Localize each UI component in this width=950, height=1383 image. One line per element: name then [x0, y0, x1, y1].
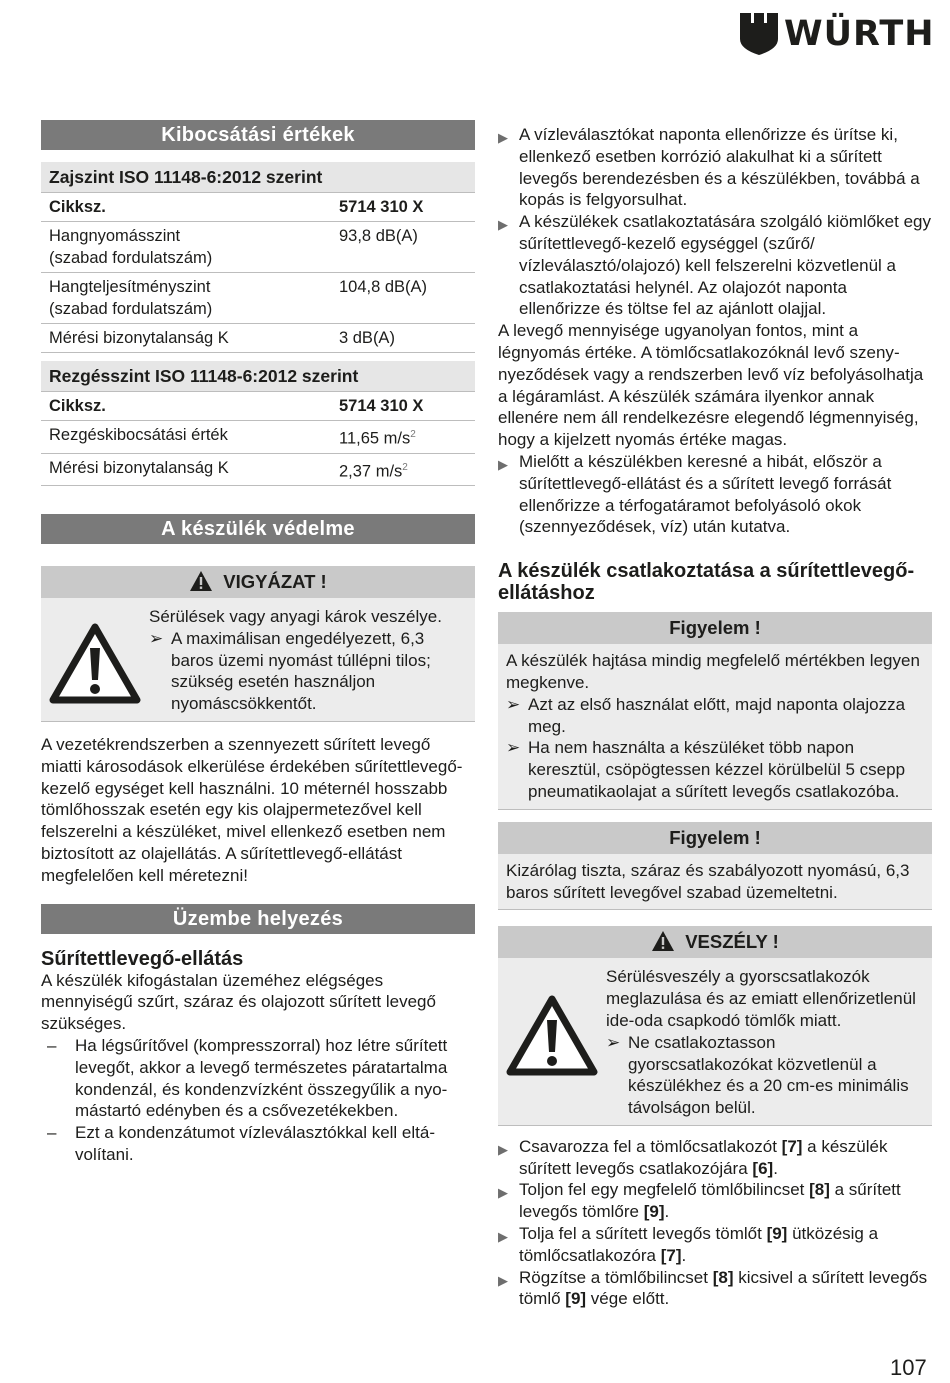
step-text: Tolja fel a sűrített levegős tömlőt	[519, 1224, 767, 1244]
startup-heading: Üzembe helyezés	[41, 904, 475, 934]
large-warning-triangle-icon	[49, 622, 141, 704]
arrow-icon: ➢	[506, 738, 521, 758]
table-row	[41, 324, 475, 353]
table-row	[41, 454, 475, 487]
row-value: 93,8 dB(A)	[339, 227, 418, 245]
bullet-triangle-icon: ▶	[498, 1272, 508, 1288]
row-label: Hangteljesítményszint	[49, 278, 211, 296]
step-text: .	[664, 1202, 670, 1222]
list-item-text: Ezt a kondenzátumot vízleválasztókkal kell eltávolítani.	[75, 1123, 436, 1164]
step-text: Rögzítse a tömlőbilincset	[519, 1267, 713, 1287]
part-reference: [9]	[643, 1202, 665, 1222]
part-reference: [6]	[752, 1158, 774, 1178]
step-text: kicsivel a sűrített levegős tömlő	[519, 1267, 928, 1309]
step-text: a sűrített levegős tömlőre	[519, 1180, 901, 1222]
list-item-text: A vízleválasztókat naponta ellenőrizze és ürítse ki, ellenkező esetben korrózió alakulhat ki a sűrített levegős berendezésben és a készülékben, továbbá a kopás is felgyorsulhat.	[519, 125, 920, 210]
row-value: 2,37 m/s	[339, 462, 403, 480]
warning-title: VIGYÁZAT !	[223, 571, 327, 592]
air-supply-subheading: Sűrítettlevegő-ellátás	[41, 947, 244, 970]
table-row	[41, 273, 475, 324]
note-box	[498, 644, 932, 810]
warning-box	[41, 566, 475, 722]
part-reference: [7]	[660, 1245, 682, 1265]
dash-marker: –	[47, 1035, 57, 1055]
note-header: Figyelem !	[498, 822, 932, 854]
table-row	[41, 421, 475, 454]
part-reference: [8]	[809, 1180, 830, 1200]
noise-table-header	[41, 193, 475, 222]
note-header: Figyelem !	[498, 612, 932, 644]
warning-item	[149, 628, 467, 715]
unit-exponent: 2	[402, 461, 408, 473]
bullet-triangle-icon: ▶	[498, 456, 508, 472]
danger-title: VESZÉLY !	[685, 931, 779, 953]
row-label: Mérési bizonytalanság K	[49, 458, 229, 477]
brand-name: WÜRTH	[784, 14, 935, 54]
part-reference: [8]	[712, 1267, 734, 1287]
arrow-icon: ➢	[606, 1032, 621, 1052]
part-reference: [7]	[781, 1136, 803, 1156]
bullet-triangle-icon: ▶	[498, 1229, 508, 1245]
row-label: Rezgéskibocsátási érték	[49, 426, 228, 444]
note-box	[498, 854, 932, 911]
list-item	[41, 1035, 475, 1122]
column-header-model: 5714 310 X	[339, 198, 424, 216]
startup-intro: A készülék kifogástalan üzeméhez elégséges mennyiségű szűrt, száraz és olajozott sűrített levegő szükséges.	[41, 970, 436, 1034]
left-column	[41, 120, 475, 1166]
note-item	[506, 737, 924, 802]
step-text: Toljon fel egy megfelelő tömlőbilincset	[519, 1180, 810, 1200]
emission-heading: Kibocsátási értékek	[41, 120, 475, 150]
step-text: .	[681, 1245, 687, 1265]
note-item	[506, 694, 924, 738]
danger-item-text: Ne csatlakoztasson gyorscsatlakozókat közvetlenül a készülékhez és a 20 cm-es minimális távolságon belül.	[628, 1032, 909, 1118]
step-text: a készülék sűrített levegős csatlakozójára	[519, 1136, 888, 1178]
note-item-text: Azt az első használat előtt, majd naponta olajozza meg.	[528, 694, 906, 736]
danger-text: Sérülésveszély a gyorscsatlakozók meglazulása és az emiatt ellenőrizetlenül ide-oda csapkodó tömlők miatt.	[606, 967, 916, 1030]
bullet-triangle-icon: ▶	[498, 130, 508, 145]
row-label: Mérési bizonytalanság K	[49, 329, 229, 347]
danger-box	[498, 926, 932, 1126]
warning-triangle-icon	[189, 570, 213, 592]
noise-table-title: Zajszint ISO 11148-6:2012 szerint	[41, 162, 475, 193]
step-item	[498, 1136, 932, 1180]
vibration-table-header	[41, 392, 475, 421]
protection-heading: A készülék védelme	[41, 514, 475, 544]
row-value: 3 dB(A)	[339, 329, 395, 347]
list-item	[498, 451, 932, 538]
air-quantity-paragraph: A levegő mennyisége ugyanolyan fontos, mint a légnyomás értéke. A tömlőcsatlakozóknál levő szenynyeződések vagy a rendszerben levő víz befolyásolhatja a légáramlást. A készülék számára ilyenkor annak ellenére nem áll rendelkezésre elegendő légmennyiség, hogy a kijelzett nyomás értéke magas.	[498, 321, 924, 450]
warning-item-text: A maximálisan engedélyezett, 6,3 baros üzemi nyomást túllépni tilos; szükség esetén használjon nyomáscsökkentőt.	[171, 628, 431, 714]
connect-heading: A készülék csatlakoztatása a sűrítettlevegő-ellátáshoz	[498, 560, 915, 605]
large-warning-triangle-icon	[506, 994, 598, 1076]
row-value: 11,65 m/s	[339, 429, 411, 448]
list-item	[498, 211, 932, 320]
danger-item	[606, 1032, 924, 1119]
list-item	[41, 1122, 475, 1166]
step-text: .	[773, 1158, 778, 1178]
list-item	[498, 124, 932, 211]
step-text: ütközésig a tömlőcsatlakozóra	[519, 1224, 879, 1265]
warning-header	[41, 566, 475, 598]
step-item	[498, 1179, 932, 1223]
column-header-article: Cikksz.	[49, 198, 106, 216]
part-reference: [9]	[766, 1224, 788, 1244]
warning-text: Sérülések vagy anyagi károk veszélye.	[149, 607, 442, 626]
bullet-triangle-icon: ▶	[498, 217, 508, 233]
column-header-article: Cikksz.	[49, 397, 106, 415]
arrow-icon: ➢	[506, 694, 521, 714]
dash-marker: –	[47, 1123, 57, 1143]
bullet-triangle-icon: ▶	[498, 1141, 508, 1157]
step-text: vége előtt.	[586, 1289, 670, 1309]
list-item-text: A készülékek csatlakoztatására szolgáló kiömlőket egy sűrítettlevegő-kezelő egységgel (szűrő/ vízleválasztó/olajozó) kell felszerelni közvetlenül a csatlakoztatási helynél. Az olajozót naponta ellenőrizze és töltse fel az ajánlott olajjal.	[519, 212, 931, 319]
note-item-text: Ha nem használta a készüléket több napon keresztül, csöpögtessen kézzel körülbelül 5 csepp pneumatikaolajat a sűrített levegős csatlakozóba.	[528, 738, 906, 801]
wurth-emblem-icon	[740, 13, 778, 55]
page-number: 107	[890, 1355, 927, 1380]
list-item-text: Ha légsűrítővel (kompresszorral) hoz létre sűrített levegőt, akkor a levegő természetes páratartalma kondenzál, és kondenzvízként összegyűlik a nyomástartó edényben és a csővezetékekben.	[75, 1035, 448, 1121]
warning-triangle-icon	[651, 930, 675, 952]
row-label: Hangnyomásszint	[49, 227, 181, 245]
part-reference: [9]	[565, 1289, 587, 1309]
step-item	[498, 1267, 932, 1311]
wurth-logo	[740, 12, 935, 56]
arrow-icon: ➢	[149, 628, 164, 648]
vibration-table-title: Rezgésszint ISO 11148-6:2012 szerint	[41, 361, 475, 392]
column-header-model: 5714 310 X	[339, 397, 424, 415]
table-row	[41, 222, 475, 273]
note-text: A készülék hajtása mindig megfelelő mértékben legyen megkenve.	[506, 651, 920, 692]
row-value: 104,8 dB(A)	[339, 278, 428, 296]
note-text: Kizárólag tiszta, száraz és szabályozott nyomású, 6,3 baros sűrített levegővel szabad üzemeltetni.	[506, 860, 910, 902]
protection-paragraph: A vezetékrendszerben a szennyezett sűrített levegő miatti károsodások elkerülése érdekében sűrítettlevegő-kezelő egységet kell használni. 10 méternél hosszabb tömlőhosszak esetén egy kis olajpermetezővel kell felszerelni a készüléket, mivel ellenkező esetben nem biztosított az olajellátás. A sűrítettlevegő-ellátást megfelelően kell méretezni!	[41, 734, 463, 885]
list-item-text: Mielőtt a készülékben keresné a hibát, először a sűrítettlevegő-ellátást és a sűrített levegő forrását ellenőrizze a térfogatáramot befolyásoló okok (szennyeződések, víz) után kutatva.	[519, 451, 892, 537]
right-column	[498, 124, 932, 1310]
step-text: Csavarozza fel a tömlőcsatlakozót	[519, 1136, 782, 1156]
bullet-triangle-icon: ▶	[498, 1185, 508, 1201]
danger-header	[498, 926, 932, 958]
step-item	[498, 1223, 932, 1267]
row-label-note: (szabad fordulatszám)	[49, 249, 213, 267]
row-label-note: (szabad fordulatszám)	[49, 300, 213, 318]
unit-exponent: 2	[410, 429, 416, 440]
